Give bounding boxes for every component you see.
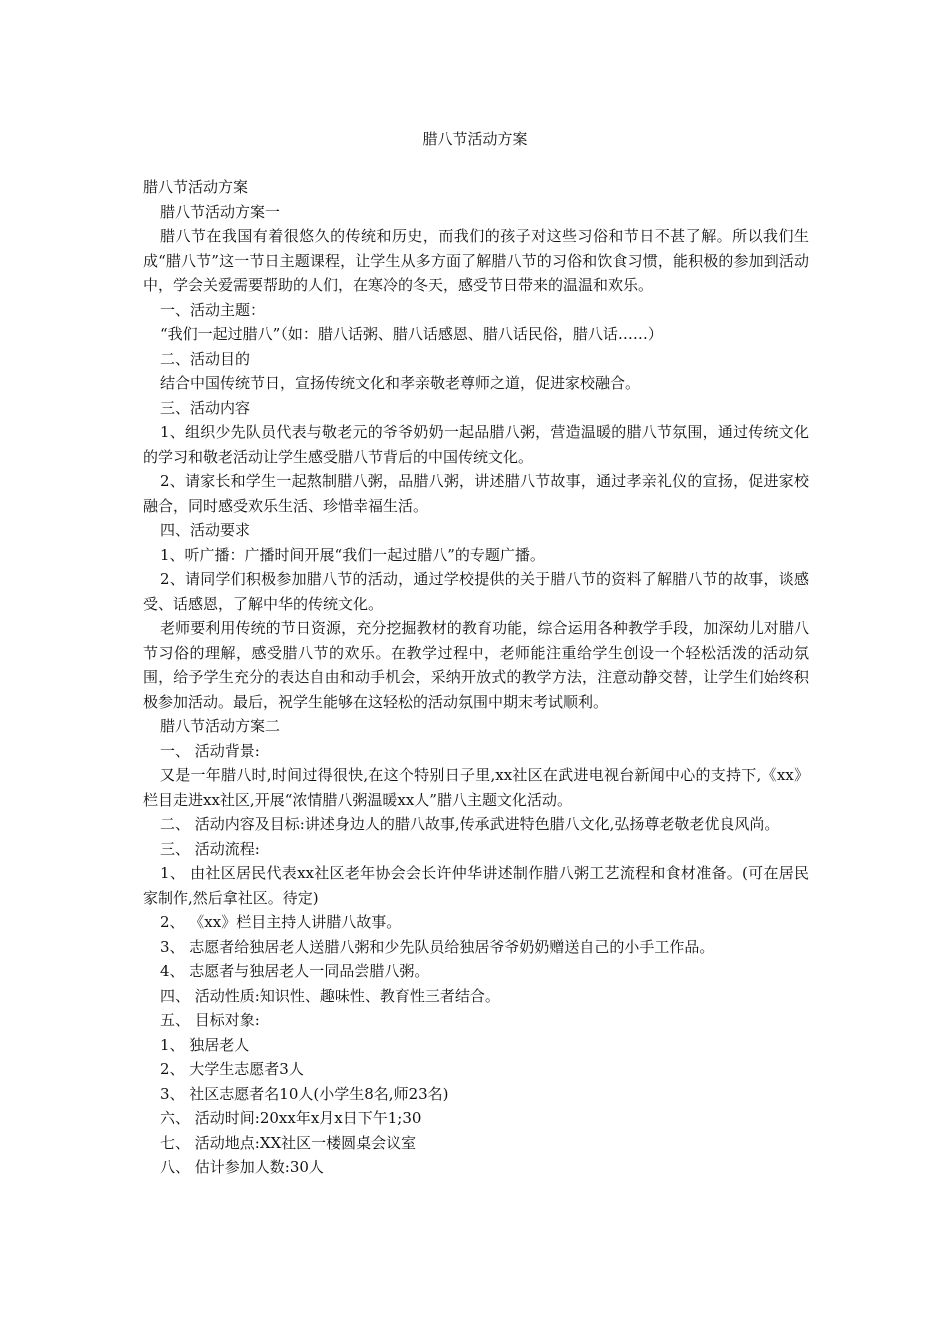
process-item: 3、 志愿者给独居老人送腊八粥和少先队员给独居爷爷奶奶赠送自己的小手工作品。	[160, 937, 715, 956]
plan-one-heading: 腊八节活动方案一	[160, 202, 281, 221]
plan-two-heading: 腊八节活动方案二	[160, 717, 281, 735]
content-item: 2、请家长和学生一起熬制腊八粥，品腊八粥，讲述腊八节故事，通过孝亲礼仪的宣扬，促进家校融合，同时感受欢乐生活、珍惜幸福生活。	[143, 472, 809, 515]
target-item: 3、 社区志愿者名10人(小学生8名,师23名)	[160, 1084, 449, 1103]
purpose-text: 结合中国传统节日，宣扬传统文化和孝亲敬老尊师之道，促进家校融合。	[160, 374, 641, 392]
purpose-heading: 二、活动目的	[160, 349, 251, 368]
process-heading: 三、 活动流程:	[160, 839, 260, 858]
requirements-heading: 四、活动要求	[160, 521, 251, 539]
process-item: 4、 志愿者与独居老人一同品尝腊八粥。	[160, 962, 430, 980]
document-title: 腊八节活动方案	[422, 130, 528, 148]
attendance-paragraph: 八、 估计参加人数:30人	[160, 1158, 324, 1176]
background-heading: 一、 活动背景:	[160, 741, 260, 760]
section-heading: 腊八节活动方案	[143, 178, 249, 196]
content-item: 1、组织少先队员代表与敬老元的爷爷奶奶一起品腊八粥，营造温暖的腊八节氛围，通过传统文化的学习和敬老活动让学生感受腊八节背后的中国传统文化。	[143, 423, 809, 466]
requirement-item: 1、听广播：广播时间开展“我们一起过腊八”的专题广播。	[160, 545, 545, 564]
process-item: 1、 由社区居民代表xx社区老年协会会长许仲华讲述制作腊八粥工艺流程和食材准备。(可在居民家制作,然后拿社区。待定)	[143, 864, 809, 907]
intro-paragraph: 腊八节在我国有着很悠久的传统和历史，而我们的孩子对这些习俗和节日不甚了解。所以我们生成“腊八节”这一节日主题课程，让学生从多方面了解腊八节的习俗和饮食习惯，能积极的参加到活动中，学会关爱需要帮助的人们，在寒冷的冬天，感受节日带来的温温和欢乐。	[143, 227, 809, 294]
nature-paragraph: 四、 活动性质:知识性、趣味性、教育性三者结合。	[160, 986, 500, 1005]
process-item: 2、 《xx》栏目主持人讲腊八故事。	[160, 913, 402, 931]
location-paragraph: 七、 活动地点:XX社区一楼圆桌会议室	[160, 1133, 417, 1152]
goals-paragraph: 二、 活动内容及目标:讲述身边人的腊八故事,传承武进特色腊八文化,弘扬尊老敬老优良风尚。	[160, 815, 780, 833]
target-heading: 五、 目标对象:	[160, 1011, 260, 1029]
teacher-paragraph: 老师要利用传统的节日资源，充分挖掘教材的教育功能，综合运用各种教学手段，加深幼儿对腊八节习俗的理解，感受腊八节的欢乐。在教学过程中，老师能注重给学生创设一个轻松活泼的活动氛围，给予学生充分的表达自由和动手机会，采纳开放式的教学方法，注意动静交替，让学生们始终积极参加活动。最后，祝学生能够在这轻松的活动氛围中期末考试顺利。	[143, 619, 809, 711]
time-paragraph: 六、 活动时间:20xx年x月x日下午1;30	[160, 1109, 422, 1127]
requirement-item: 2、请同学们积极参加腊八节的活动，通过学校提供的关于腊八节的资料了解腊八节的故事，谈感受、话感恩，了解中华的传统文化。	[143, 570, 809, 613]
theme-text: “我们一起过腊八”（如：腊八话粥、腊八话感恩、腊八话民俗，腊八话……）	[160, 325, 663, 343]
document-body	[143, 175, 809, 1180]
background-text: 又是一年腊八时,时间过得很快,在这个特别日子里,xx社区在武进电视台新闻中心的支持下,《xx》栏目走进xx社区,开展“浓情腊八粥温暖xx人”腊八主题文化活动。	[143, 766, 809, 809]
target-item: 1、 独居老人	[160, 1035, 250, 1054]
target-item: 2、 大学生志愿者3人	[160, 1060, 304, 1078]
theme-heading: 一、活动主题：	[160, 300, 266, 319]
content-heading: 三、活动内容	[160, 398, 251, 417]
